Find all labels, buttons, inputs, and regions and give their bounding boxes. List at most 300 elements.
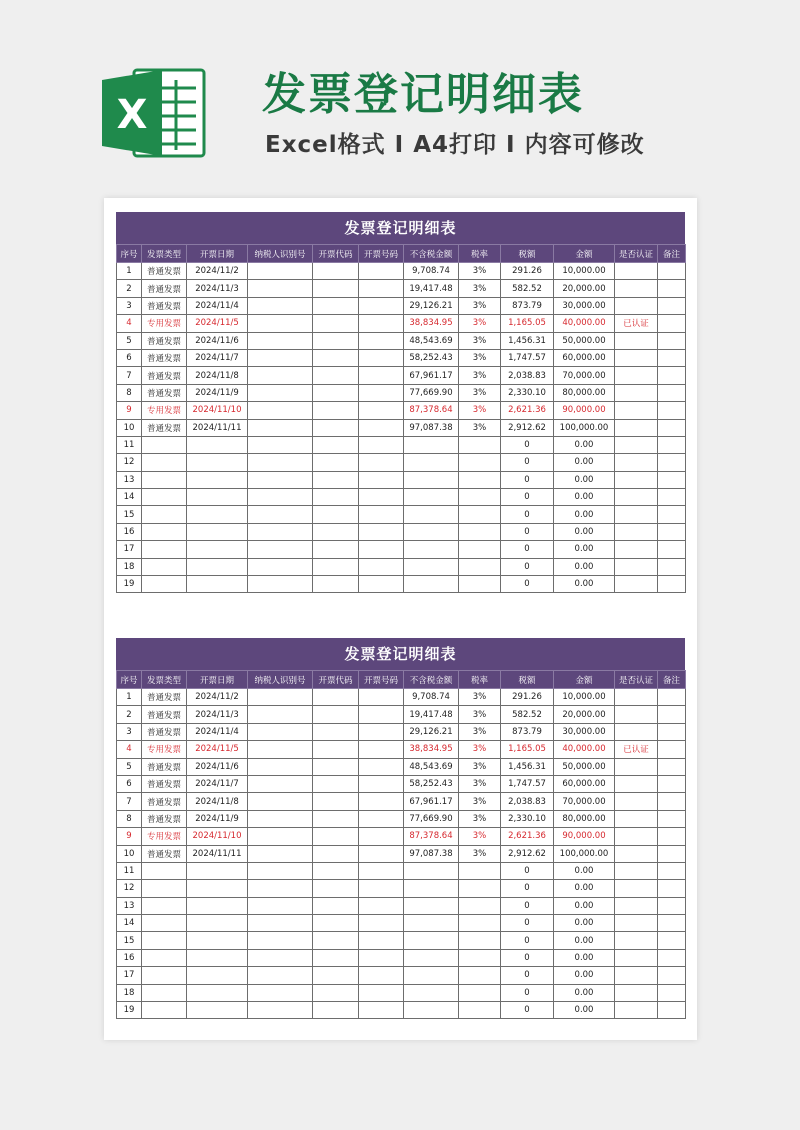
table-cell[interactable]: [658, 489, 686, 506]
table-cell[interactable]: 1,747.57: [501, 775, 554, 792]
table-cell[interactable]: [313, 471, 359, 488]
table-cell[interactable]: 2,038.83: [501, 793, 554, 810]
table-cell[interactable]: 10: [117, 845, 142, 862]
table-cell[interactable]: 11: [117, 862, 142, 879]
table-cell[interactable]: [615, 1002, 658, 1019]
table-cell[interactable]: [404, 1002, 459, 1019]
table-cell[interactable]: [359, 541, 404, 558]
table-cell[interactable]: 2024/11/9: [187, 810, 248, 827]
table-cell[interactable]: [313, 506, 359, 523]
table-cell[interactable]: [359, 880, 404, 897]
table-cell[interactable]: [359, 897, 404, 914]
table-cell[interactable]: [615, 949, 658, 966]
table-cell[interactable]: 3%: [459, 297, 501, 314]
table-cell[interactable]: [313, 828, 359, 845]
table-cell[interactable]: [248, 862, 313, 879]
table-cell[interactable]: [404, 436, 459, 453]
table-cell[interactable]: 普通发票: [142, 793, 187, 810]
table-cell[interactable]: [658, 471, 686, 488]
table-cell[interactable]: [313, 775, 359, 792]
table-cell[interactable]: [658, 402, 686, 419]
table-cell[interactable]: [248, 297, 313, 314]
table-cell[interactable]: [313, 523, 359, 540]
table-cell[interactable]: [313, 419, 359, 436]
table-cell[interactable]: 2024/11/7: [187, 349, 248, 366]
table-cell[interactable]: [248, 897, 313, 914]
table-cell[interactable]: 1: [117, 263, 142, 280]
table-cell[interactable]: [248, 915, 313, 932]
table-cell[interactable]: 0: [501, 454, 554, 471]
table-cell[interactable]: [359, 949, 404, 966]
table-cell[interactable]: [459, 471, 501, 488]
table-cell[interactable]: [248, 949, 313, 966]
table-cell[interactable]: 3%: [459, 315, 501, 332]
table-cell[interactable]: [359, 967, 404, 984]
table-cell[interactable]: [187, 506, 248, 523]
table-cell[interactable]: 已认证: [615, 741, 658, 758]
table-cell[interactable]: 29,126.21: [404, 297, 459, 314]
table-cell[interactable]: 0: [501, 558, 554, 575]
table-cell[interactable]: 10: [117, 419, 142, 436]
table-cell[interactable]: 17: [117, 967, 142, 984]
table-cell[interactable]: 9,708.74: [404, 263, 459, 280]
table-cell[interactable]: 普通发票: [142, 775, 187, 792]
table-cell[interactable]: [313, 949, 359, 966]
table-cell[interactable]: [142, 932, 187, 949]
table-cell[interactable]: 2024/11/3: [187, 280, 248, 297]
table-cell[interactable]: 0: [501, 880, 554, 897]
table-cell[interactable]: [615, 471, 658, 488]
table-cell[interactable]: [248, 967, 313, 984]
table-cell[interactable]: [359, 723, 404, 740]
table-cell[interactable]: 3%: [459, 845, 501, 862]
table-cell[interactable]: [658, 506, 686, 523]
table-cell[interactable]: [459, 489, 501, 506]
table-cell[interactable]: [658, 949, 686, 966]
table-cell[interactable]: [658, 984, 686, 1001]
table-cell[interactable]: [248, 454, 313, 471]
table-cell[interactable]: [404, 949, 459, 966]
table-cell[interactable]: [615, 880, 658, 897]
table-cell[interactable]: 0.00: [554, 949, 615, 966]
table-cell[interactable]: 3%: [459, 810, 501, 827]
table-cell[interactable]: [142, 558, 187, 575]
table-cell[interactable]: [359, 576, 404, 593]
table-cell[interactable]: [459, 576, 501, 593]
table-cell[interactable]: [404, 984, 459, 1001]
table-cell[interactable]: 19,417.48: [404, 706, 459, 723]
table-cell[interactable]: 2: [117, 280, 142, 297]
table-cell[interactable]: [248, 523, 313, 540]
table-cell[interactable]: [459, 915, 501, 932]
table-cell[interactable]: 2024/11/6: [187, 758, 248, 775]
table-cell[interactable]: [615, 523, 658, 540]
table-cell[interactable]: 2024/11/2: [187, 263, 248, 280]
table-cell[interactable]: 58,252.43: [404, 349, 459, 366]
table-cell[interactable]: 20,000.00: [554, 706, 615, 723]
table-cell[interactable]: 0.00: [554, 1002, 615, 1019]
table-cell[interactable]: 普通发票: [142, 810, 187, 827]
table-cell[interactable]: [142, 506, 187, 523]
table-cell[interactable]: 9: [117, 402, 142, 419]
table-cell[interactable]: [359, 384, 404, 401]
table-cell[interactable]: 0.00: [554, 506, 615, 523]
table-cell[interactable]: 2024/11/10: [187, 828, 248, 845]
table-cell[interactable]: [248, 402, 313, 419]
table-cell[interactable]: [658, 723, 686, 740]
table-cell[interactable]: 0: [501, 897, 554, 914]
table-cell[interactable]: [404, 471, 459, 488]
table-cell[interactable]: [658, 741, 686, 758]
table-cell[interactable]: [615, 828, 658, 845]
table-cell[interactable]: [313, 723, 359, 740]
table-cell[interactable]: [313, 402, 359, 419]
table-cell[interactable]: 普通发票: [142, 349, 187, 366]
table-cell[interactable]: 67,961.17: [404, 793, 459, 810]
table-cell[interactable]: 0.00: [554, 897, 615, 914]
table-cell[interactable]: 3%: [459, 723, 501, 740]
table-cell[interactable]: [142, 984, 187, 1001]
table-cell[interactable]: [313, 862, 359, 879]
table-cell[interactable]: 100,000.00: [554, 845, 615, 862]
table-cell[interactable]: 30,000.00: [554, 297, 615, 314]
table-cell[interactable]: 87,378.64: [404, 402, 459, 419]
table-cell[interactable]: [359, 915, 404, 932]
table-cell[interactable]: [359, 689, 404, 706]
table-cell[interactable]: [459, 897, 501, 914]
table-cell[interactable]: [404, 489, 459, 506]
table-cell[interactable]: [615, 984, 658, 1001]
table-cell[interactable]: [313, 880, 359, 897]
table-cell[interactable]: 6: [117, 349, 142, 366]
table-cell[interactable]: [313, 897, 359, 914]
table-cell[interactable]: 80,000.00: [554, 384, 615, 401]
table-cell[interactable]: [359, 741, 404, 758]
table-cell[interactable]: 2024/11/4: [187, 297, 248, 314]
table-cell[interactable]: 3%: [459, 828, 501, 845]
table-cell[interactable]: [459, 436, 501, 453]
table-cell[interactable]: [658, 862, 686, 879]
table-cell[interactable]: 16: [117, 949, 142, 966]
table-cell[interactable]: 2,330.10: [501, 810, 554, 827]
table-cell[interactable]: 2,330.10: [501, 384, 554, 401]
table-cell[interactable]: [313, 349, 359, 366]
table-cell[interactable]: 1,747.57: [501, 349, 554, 366]
table-cell[interactable]: 3%: [459, 332, 501, 349]
table-cell[interactable]: 7: [117, 367, 142, 384]
table-cell[interactable]: [313, 984, 359, 1001]
table-cell[interactable]: [187, 862, 248, 879]
table-cell[interactable]: [187, 523, 248, 540]
table-cell[interactable]: 97,087.38: [404, 845, 459, 862]
table-cell[interactable]: 0: [501, 506, 554, 523]
table-cell[interactable]: [248, 315, 313, 332]
table-cell[interactable]: [313, 436, 359, 453]
table-cell[interactable]: [404, 454, 459, 471]
table-cell[interactable]: 14: [117, 915, 142, 932]
table-cell[interactable]: [248, 541, 313, 558]
table-cell[interactable]: [615, 402, 658, 419]
table-cell[interactable]: 0.00: [554, 454, 615, 471]
table-cell[interactable]: [142, 1002, 187, 1019]
table-cell[interactable]: [658, 263, 686, 280]
table-cell[interactable]: 97,087.38: [404, 419, 459, 436]
table-cell[interactable]: [615, 332, 658, 349]
table-cell[interactable]: [615, 967, 658, 984]
table-cell[interactable]: [615, 810, 658, 827]
table-cell[interactable]: 3: [117, 723, 142, 740]
table-cell[interactable]: [313, 793, 359, 810]
table-cell[interactable]: 48,543.69: [404, 758, 459, 775]
table-cell[interactable]: [615, 349, 658, 366]
table-cell[interactable]: 13: [117, 471, 142, 488]
table-cell[interactable]: [404, 558, 459, 575]
table-cell[interactable]: 3: [117, 297, 142, 314]
table-cell[interactable]: 8: [117, 384, 142, 401]
table-cell[interactable]: [313, 489, 359, 506]
table-cell[interactable]: 15: [117, 932, 142, 949]
table-cell[interactable]: 0.00: [554, 984, 615, 1001]
table-cell[interactable]: [404, 880, 459, 897]
table-cell[interactable]: [658, 915, 686, 932]
table-cell[interactable]: [615, 419, 658, 436]
table-cell[interactable]: 13: [117, 897, 142, 914]
table-cell[interactable]: 18: [117, 984, 142, 1001]
table-cell[interactable]: [142, 576, 187, 593]
table-cell[interactable]: [658, 541, 686, 558]
table-cell[interactable]: [187, 897, 248, 914]
table-cell[interactable]: [459, 1002, 501, 1019]
table-cell[interactable]: [658, 706, 686, 723]
table-cell[interactable]: 4: [117, 741, 142, 758]
table-cell[interactable]: 2024/11/3: [187, 706, 248, 723]
table-cell[interactable]: 12: [117, 880, 142, 897]
table-cell[interactable]: [313, 1002, 359, 1019]
table-cell[interactable]: [248, 332, 313, 349]
table-cell[interactable]: [359, 862, 404, 879]
table-cell[interactable]: 5: [117, 332, 142, 349]
table-cell[interactable]: [359, 1002, 404, 1019]
table-cell[interactable]: 80,000.00: [554, 810, 615, 827]
table-cell[interactable]: 5: [117, 758, 142, 775]
table-cell[interactable]: 0: [501, 984, 554, 1001]
table-cell[interactable]: 普通发票: [142, 723, 187, 740]
table-cell[interactable]: [313, 263, 359, 280]
table-cell[interactable]: 38,834.95: [404, 315, 459, 332]
table-cell[interactable]: [658, 1002, 686, 1019]
table-cell[interactable]: [313, 541, 359, 558]
table-cell[interactable]: [658, 932, 686, 949]
table-cell[interactable]: [404, 506, 459, 523]
table-cell[interactable]: [359, 810, 404, 827]
table-cell[interactable]: [248, 436, 313, 453]
table-cell[interactable]: 19: [117, 576, 142, 593]
table-cell[interactable]: 70,000.00: [554, 793, 615, 810]
table-cell[interactable]: [404, 932, 459, 949]
table-cell[interactable]: 专用发票: [142, 741, 187, 758]
table-cell[interactable]: [359, 984, 404, 1001]
table-cell[interactable]: 3%: [459, 758, 501, 775]
table-cell[interactable]: [313, 558, 359, 575]
table-cell[interactable]: [313, 967, 359, 984]
table-cell[interactable]: [187, 471, 248, 488]
table-cell[interactable]: [359, 454, 404, 471]
table-cell[interactable]: 普通发票: [142, 419, 187, 436]
table-cell[interactable]: [615, 367, 658, 384]
table-cell[interactable]: [142, 471, 187, 488]
table-cell[interactable]: [248, 828, 313, 845]
table-cell[interactable]: [658, 454, 686, 471]
table-cell[interactable]: [658, 297, 686, 314]
table-cell[interactable]: [404, 862, 459, 879]
table-cell[interactable]: [313, 280, 359, 297]
table-cell[interactable]: 16: [117, 523, 142, 540]
table-cell[interactable]: 0: [501, 541, 554, 558]
table-cell[interactable]: [248, 280, 313, 297]
table-cell[interactable]: [313, 315, 359, 332]
table-cell[interactable]: 29,126.21: [404, 723, 459, 740]
table-cell[interactable]: 48,543.69: [404, 332, 459, 349]
table-cell[interactable]: [658, 810, 686, 827]
table-cell[interactable]: 2024/11/11: [187, 419, 248, 436]
table-cell[interactable]: [248, 506, 313, 523]
table-cell[interactable]: [313, 576, 359, 593]
table-cell[interactable]: [404, 576, 459, 593]
table-cell[interactable]: [359, 706, 404, 723]
table-cell[interactable]: [359, 506, 404, 523]
table-cell[interactable]: 77,669.90: [404, 384, 459, 401]
table-cell[interactable]: 50,000.00: [554, 332, 615, 349]
table-cell[interactable]: 2024/11/9: [187, 384, 248, 401]
table-cell[interactable]: [459, 454, 501, 471]
table-cell[interactable]: [404, 967, 459, 984]
table-cell[interactable]: 2024/11/5: [187, 315, 248, 332]
table-cell[interactable]: 90,000.00: [554, 828, 615, 845]
table-cell[interactable]: [459, 949, 501, 966]
table-cell[interactable]: 普通发票: [142, 332, 187, 349]
table-cell[interactable]: [615, 915, 658, 932]
table-cell[interactable]: [359, 793, 404, 810]
table-cell[interactable]: [615, 263, 658, 280]
table-cell[interactable]: [615, 489, 658, 506]
table-cell[interactable]: [404, 541, 459, 558]
table-cell[interactable]: [359, 367, 404, 384]
table-cell[interactable]: 0: [501, 436, 554, 453]
table-cell[interactable]: [459, 541, 501, 558]
table-cell[interactable]: [313, 706, 359, 723]
table-cell[interactable]: [248, 845, 313, 862]
table-cell[interactable]: 0.00: [554, 489, 615, 506]
table-cell[interactable]: [615, 297, 658, 314]
table-cell[interactable]: 291.26: [501, 689, 554, 706]
table-cell[interactable]: 8: [117, 810, 142, 827]
table-cell[interactable]: 4: [117, 315, 142, 332]
table-cell[interactable]: [248, 367, 313, 384]
table-cell[interactable]: 普通发票: [142, 758, 187, 775]
table-cell[interactable]: 0.00: [554, 915, 615, 932]
table-cell[interactable]: [658, 419, 686, 436]
table-cell[interactable]: 3%: [459, 367, 501, 384]
table-cell[interactable]: 873.79: [501, 723, 554, 740]
table-cell[interactable]: [187, 984, 248, 1001]
table-cell[interactable]: [359, 280, 404, 297]
table-cell[interactable]: [313, 810, 359, 827]
table-cell[interactable]: [313, 758, 359, 775]
table-cell[interactable]: 0: [501, 915, 554, 932]
table-cell[interactable]: 普通发票: [142, 689, 187, 706]
table-cell[interactable]: 普通发票: [142, 845, 187, 862]
table-cell[interactable]: [248, 932, 313, 949]
table-cell[interactable]: 2,038.83: [501, 367, 554, 384]
table-cell[interactable]: 70,000.00: [554, 367, 615, 384]
table-cell[interactable]: [248, 689, 313, 706]
table-cell[interactable]: 3%: [459, 263, 501, 280]
table-cell[interactable]: [615, 845, 658, 862]
table-cell[interactable]: [359, 263, 404, 280]
table-cell[interactable]: [615, 280, 658, 297]
table-cell[interactable]: [658, 793, 686, 810]
table-cell[interactable]: 3%: [459, 384, 501, 401]
table-cell[interactable]: 3%: [459, 349, 501, 366]
table-cell[interactable]: [615, 506, 658, 523]
table-cell[interactable]: 普通发票: [142, 297, 187, 314]
table-cell[interactable]: 2024/11/2: [187, 689, 248, 706]
table-cell[interactable]: 0: [501, 967, 554, 984]
table-cell[interactable]: [313, 384, 359, 401]
table-cell[interactable]: 1,456.31: [501, 332, 554, 349]
table-cell[interactable]: 0: [501, 862, 554, 879]
table-cell[interactable]: [658, 897, 686, 914]
table-cell[interactable]: [658, 576, 686, 593]
table-cell[interactable]: 3%: [459, 419, 501, 436]
table-cell[interactable]: [142, 949, 187, 966]
table-cell[interactable]: 普通发票: [142, 280, 187, 297]
table-cell[interactable]: 2: [117, 706, 142, 723]
table-cell[interactable]: 9,708.74: [404, 689, 459, 706]
table-cell[interactable]: [248, 384, 313, 401]
table-cell[interactable]: [187, 489, 248, 506]
table-cell[interactable]: 1,165.05: [501, 315, 554, 332]
table-cell[interactable]: [658, 332, 686, 349]
table-cell[interactable]: [359, 775, 404, 792]
table-cell[interactable]: 0: [501, 1002, 554, 1019]
table-cell[interactable]: [615, 541, 658, 558]
table-cell[interactable]: [313, 689, 359, 706]
table-cell[interactable]: 0: [501, 489, 554, 506]
table-cell[interactable]: 2024/11/7: [187, 775, 248, 792]
table-cell[interactable]: [248, 706, 313, 723]
table-cell[interactable]: 58,252.43: [404, 775, 459, 792]
table-cell[interactable]: 12: [117, 454, 142, 471]
table-cell[interactable]: [658, 880, 686, 897]
table-cell[interactable]: 291.26: [501, 263, 554, 280]
table-cell[interactable]: 14: [117, 489, 142, 506]
table-cell[interactable]: [359, 402, 404, 419]
table-cell[interactable]: 50,000.00: [554, 758, 615, 775]
table-cell[interactable]: [658, 384, 686, 401]
table-cell[interactable]: [359, 471, 404, 488]
table-cell[interactable]: [248, 558, 313, 575]
table-cell[interactable]: 2024/11/11: [187, 845, 248, 862]
table-cell[interactable]: 10,000.00: [554, 263, 615, 280]
table-cell[interactable]: [187, 1002, 248, 1019]
table-cell[interactable]: 0: [501, 471, 554, 488]
table-cell[interactable]: 0.00: [554, 541, 615, 558]
table-cell[interactable]: [248, 880, 313, 897]
table-cell[interactable]: [615, 454, 658, 471]
table-cell[interactable]: [658, 828, 686, 845]
table-cell[interactable]: 3%: [459, 775, 501, 792]
